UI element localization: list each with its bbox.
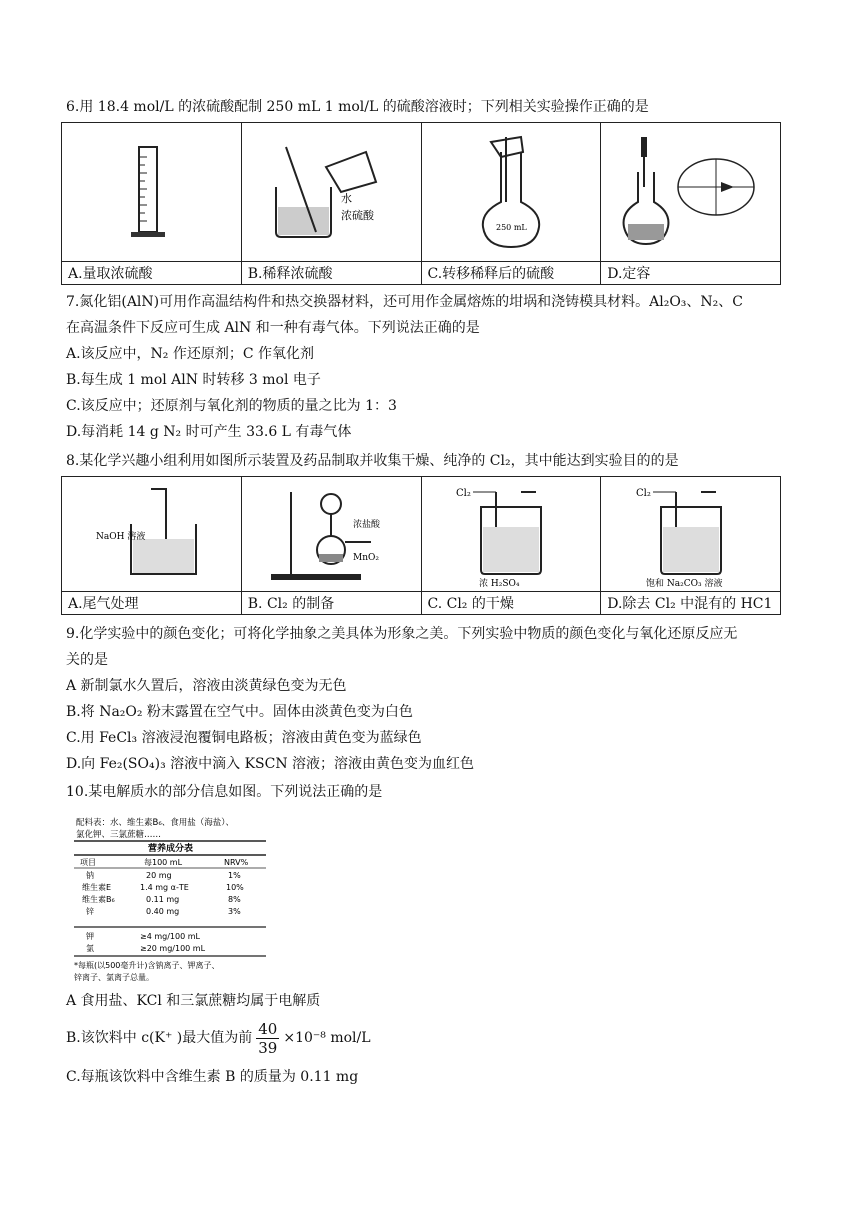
q9-option-d: D.向 Fe₂(SO₄)₃ 溶液中滴入 KSCN 溶液；溶液由黄色变为血红色 xyxy=(66,756,475,772)
q9-option-a: A 新制氯水久置后，溶液由淡黄绿色变为无色 xyxy=(66,678,347,694)
row-zinc-nrv: 3% xyxy=(228,907,241,916)
row-zinc-name: 锌 xyxy=(86,907,94,916)
label-note-line2: 锌离子、氯离子总量。 xyxy=(74,973,154,982)
label-note-line1: *每瓶(以500毫升计)含钠离子、钾离子、 xyxy=(74,961,220,970)
q10-option-c: C.每瓶该饮料中含维生素 B 的质量为 0.11 mg xyxy=(66,1069,359,1085)
row-vitb6-nrv: 8% xyxy=(228,895,241,904)
row-vitb6-name: 维生素B₆ xyxy=(82,895,115,904)
q6-figure-d xyxy=(601,123,781,262)
q8-figure-d xyxy=(601,477,781,592)
dilution-beaker-figure xyxy=(256,137,406,247)
row-vite-name: 维生素E xyxy=(82,883,112,892)
cl2-inlet-label-c: Cl₂ xyxy=(455,487,471,499)
washing-bottle-figure xyxy=(621,482,761,587)
ingredients-line2: 氯化钾、三氯蔗糖…… xyxy=(76,830,162,840)
row-vite-amount: 1.4 mg α-TE xyxy=(140,883,189,892)
fraction xyxy=(256,1020,279,1057)
col-header-per100: 每100 mL xyxy=(144,858,183,867)
q6-option-a: A.量取浓硫酸 xyxy=(62,262,242,285)
q7-option-a: A.该反应中，N₂ 作还原剂；C 作氧化剂 xyxy=(66,346,315,362)
row-chlorine-name: 氯 xyxy=(86,944,94,953)
row-chlorine-amount: ≥20 mg/100 mL xyxy=(140,944,206,953)
q7-stem-line1: 7.氮化铝(AlN)可用作高温结构件和热交换器材料，还可用作金属熔炼的坩埚和浇铸模具材料。Al₂O₃、N₂、C xyxy=(66,294,743,310)
q6-option-b: B.稀释浓硫酸 xyxy=(241,262,421,285)
q9-stem-line2: 关的是 xyxy=(66,652,108,668)
q10-option-b-prefix: B.该饮料中 c(K⁺ )最大值为前 xyxy=(66,1030,253,1046)
q9-option-b: B.将 Na₂O₂ 粉末露置在空气中。固体由淡黄色变为白色 xyxy=(66,704,413,720)
q7-option-d: D.每消耗 14 g N₂ 时可产生 33.6 L 有毒气体 xyxy=(66,424,352,440)
naoh-label: NaOH 溶液 xyxy=(96,532,146,542)
q7-option-c: C.该反应中；还原剂与氧化剂的物质的量之比为 1：3 xyxy=(66,398,397,414)
chlorine-generator-figure xyxy=(261,482,401,587)
q10-option-b xyxy=(66,1018,371,1058)
q9-option-c: C.用 FeCl₃ 溶液浸泡覆铜电路板；溶液由黄色变为蓝绿色 xyxy=(66,730,422,746)
volumetric-flask-figure xyxy=(461,132,561,252)
q8-option-d: D.除去 Cl₂ 中混有的 HC1 xyxy=(601,592,781,615)
row-zinc-amount: 0.40 mg xyxy=(146,907,180,916)
q8-option-a: A.尾气处理 xyxy=(62,592,242,615)
q6-figure-c xyxy=(421,123,601,262)
q9-stem-line1: 9.化学实验中的颜色变化；可将化学抽象之美具体为形象之美。下列实验中物质的颜色变化与氧化还原反应无 xyxy=(66,626,738,642)
q6-option-table xyxy=(61,122,781,285)
water-label: 水 xyxy=(341,192,353,205)
q10-option-a: A 食用盐、KCl 和三氯蔗糖均属于电解质 xyxy=(66,993,321,1009)
q8-figure-b xyxy=(241,477,421,592)
q6-option-c: C.转移稀释后的硫酸 xyxy=(421,262,601,285)
flask-volume-label: 250 mL xyxy=(495,223,527,232)
q8-option-table xyxy=(61,476,781,615)
nutrition-label-image xyxy=(66,815,276,985)
ingredients-line1: 配料表：水、维生素B₆、食用盐（海盐）、 xyxy=(76,818,234,828)
q8-figure-a xyxy=(62,477,242,592)
hcl-label: 浓盐酸 xyxy=(353,519,381,530)
q6-option-d: D.定容 xyxy=(601,262,781,285)
q7-option-b: B.每生成 1 mol AlN 时转移 3 mol 电子 xyxy=(66,372,321,388)
na2co3-label: 饱和 Na₂CO₃ 溶液 xyxy=(645,578,723,587)
row-sodium-nrv: 1% xyxy=(228,871,241,880)
fraction-denominator: 39 xyxy=(258,1038,278,1057)
tail-gas-absorption-figure xyxy=(91,484,211,584)
fraction-numerator: 40 xyxy=(258,1019,278,1038)
q8-option-b: B. Cl₂ 的制备 xyxy=(241,592,421,615)
row-potassium-amount: ≥4 mg/100 mL xyxy=(140,932,200,941)
q10-stem: 10.某电解质水的部分信息如图。下列说法正确的是 xyxy=(66,784,383,800)
drying-bottle-figure xyxy=(441,482,581,587)
row-potassium-name: 钾 xyxy=(86,932,94,941)
q6-stem: 6.用 18.4 mol/L 的浓硫酸配制 250 mL 1 mol/L 的硫酸溶液时；下列相关实验操作正确的是 xyxy=(66,99,649,115)
nutrition-table-title: 营养成分表 xyxy=(148,844,194,854)
row-vitb6-amount: 0.11 mg xyxy=(146,895,180,904)
mno2-label: MnO₂ xyxy=(353,552,380,563)
q10-option-b-suffix: ×10⁻⁸ mol/L xyxy=(283,1030,371,1046)
q6-figure-b xyxy=(241,123,421,262)
q8-stem: 8.某化学兴趣小组利用如图所示装置及药品制取并收集干燥、纯净的 Cl₂，其中能达到实验目的的是 xyxy=(66,453,679,469)
col-header-nrv: NRV% xyxy=(224,858,249,867)
make-up-to-volume-figure xyxy=(616,132,766,252)
graduated-cylinder-figure xyxy=(121,137,181,247)
q8-option-c: C. Cl₂ 的干燥 xyxy=(421,592,601,615)
cl2-inlet-label-d: Cl₂ xyxy=(635,487,651,499)
row-vite-nrv: 10% xyxy=(226,883,244,892)
q6-figure-a xyxy=(62,123,242,262)
q7-stem-line2: 在高温条件下反应可生成 AlN 和一种有毒气体。下列说法正确的是 xyxy=(66,320,480,336)
row-sodium-name: 钠 xyxy=(86,871,94,880)
col-header-item: 项目 xyxy=(80,858,96,867)
q8-figure-c xyxy=(421,477,601,592)
conc-acid-label: 浓硫酸 xyxy=(341,209,375,222)
row-sodium-amount: 20 mg xyxy=(146,871,172,880)
h2so4-label: 浓 H₂SO₄ xyxy=(478,578,520,587)
